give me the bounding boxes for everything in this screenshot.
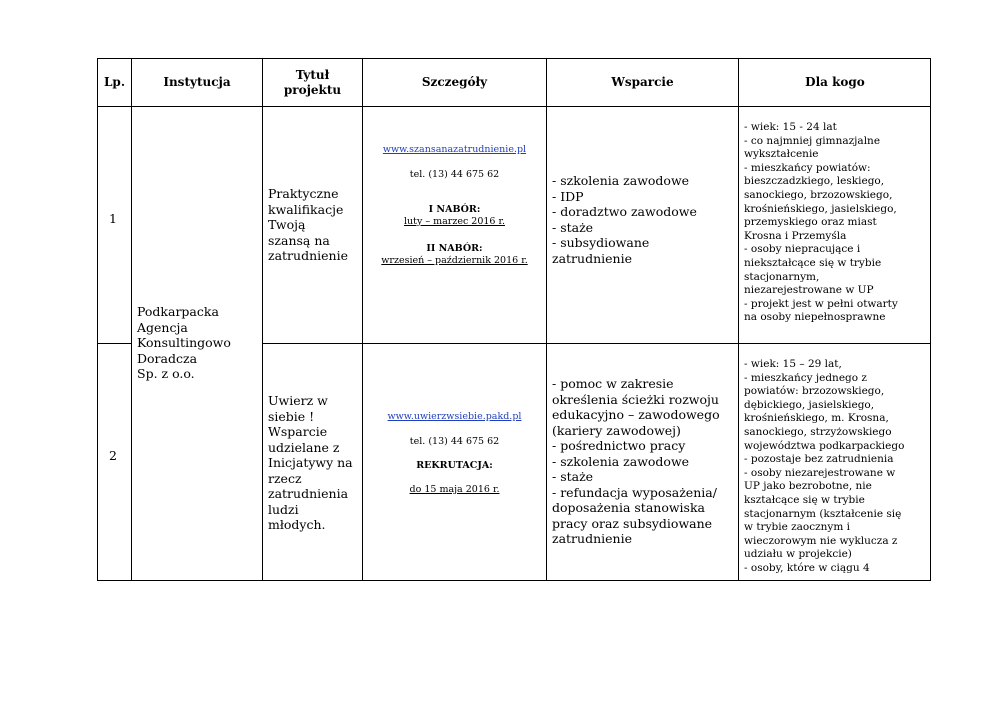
target-line: sanockiego, brzozowskiego, [744,188,893,201]
nabor-2-label: II NABÓR: [426,243,483,254]
support-line: (kariery zawodowej) [552,422,681,438]
target-line: wieczorowym nie wyklucza z [744,534,898,547]
title-line: Twoją [268,217,306,232]
target-line: - pozostaje bez zatrudnienia [744,453,894,466]
row-2-title [268,393,360,533]
nabor-1-date: luty – marzec 2016 r. [403,216,506,227]
row-divider [97,343,132,344]
target-line: UP jako bezrobotne, nie [744,480,872,493]
target-line: - osoby, które w ciągu 4 [744,561,870,574]
title-line: zatrudnienie [268,248,348,263]
rekrutacja-date: do 15 maja 2016 r. [409,484,500,495]
institution-line: Podkarpacka [137,304,219,319]
target-line: województwa podkarpackiego [744,439,905,452]
title-line: Uwierz w [268,393,328,408]
target-line: - projekt jest w pełni otwarty [744,297,898,310]
support-line: - staże [552,469,594,484]
support-line: - staże [552,219,594,235]
row-1-target [744,121,930,325]
institution-line: Konsultingowo [137,335,231,350]
support-line: - szkolenia zawodowe [552,173,690,188]
target-line: krośnieńskiego, jasielskiego, [744,202,897,215]
target-line: - mieszkańcy powiatów: [744,161,871,174]
support-line: zatrudnienie [552,250,632,266]
target-line: powiatów: brzozowskiego, [744,385,885,398]
row-1-details [363,144,546,267]
header-wsparcie [547,59,738,106]
row-1-title [268,186,360,264]
website-link[interactable]: www.uwierzwsiebie.pakd.pl [387,411,522,422]
support-line: - refundacja wyposażenia/ [552,484,717,500]
title-line: rzecz [268,470,302,486]
header-szczegoly-text: Szczegóły [421,75,488,89]
title-line: młodych. [268,517,326,532]
target-line: w trybie zaocznym i [744,521,850,534]
support-line: - doradztwo zawodowe [552,204,697,219]
target-line: kształcące się w trybie [744,493,865,506]
target-line: stacjonarnym, [744,270,820,283]
row-2-support [552,376,736,547]
header-lp [98,59,131,106]
support-line: doposażenia stanowiska [552,500,705,515]
header-szczegoly [363,59,546,106]
title-line: Praktyczne [268,186,339,201]
row-1-lp: 1 [109,211,117,226]
support-line: określenia ścieżki rozwoju [552,391,719,407]
header-instytucja [132,59,262,106]
header-tytul [263,59,362,106]
target-line: - wiek: 15 - 24 lat [744,121,837,133]
target-line: dębickiego, jasielskiego, [744,398,875,411]
title-line: udzielane z [268,439,340,455]
institution-line: Agencja [137,319,188,335]
target-line: niekształcące się w trybie [744,256,882,269]
title-line: ludzi [268,501,299,517]
row-2-details [363,411,546,496]
target-line: na osoby niepełnosprawne [744,311,886,324]
target-line: - osoby niepracujące i [744,243,861,256]
website-link[interactable]: www.szansanazatrudnienie.pl [382,144,527,155]
col-divider [738,58,739,581]
institution-name [137,304,259,382]
phone-number: tel. (13) 44 675 62 [409,436,500,447]
header-lp-text: Lp. [103,75,125,89]
target-line: - co najmniej gimnazjalne [744,134,881,147]
support-line: - pośrednictwo pracy [552,438,686,453]
phone-number: tel. (13) 44 675 62 [409,169,500,180]
header-tytul-text: Tytuł projektu [283,67,342,97]
target-line: bieszczadzkiego, leskiego, [744,175,885,188]
title-line: Inicjatywy na [268,455,353,470]
support-line: pracy oraz subsydiowane [552,515,713,531]
target-line: - wiek: 15 – 29 lat, [744,358,842,370]
institution-line: Doradcza [137,350,198,366]
header-instytucja-text: Instytucja [163,75,231,89]
col-divider [262,58,263,581]
rekrutacja-label: REKRUTACJA: [416,460,493,471]
title-line: Wsparcie [268,424,328,439]
header-dla-kogo-text: Dla kogo [805,75,865,89]
support-line: - pomoc w zakresie [552,376,674,391]
target-line: stacjonarnym (kształcenie się [744,507,902,520]
support-line: - IDP [552,188,584,204]
target-line: Krosna i Przemyśla [744,229,847,242]
header-wsparcie-text: Wsparcie [611,75,674,89]
target-line: wykształcenie [744,148,819,161]
target-line: - mieszkańcy jednego z [744,371,867,384]
col-divider [131,58,132,581]
support-line: edukacyjno – zawodowego [552,407,720,422]
nabor-2-date: wrzesień – październik 2016 r. [381,255,528,266]
target-line: krośnieńskiego, m. Krosna, [744,412,889,425]
target-line: udziału w projekcie) [744,548,852,561]
row-1-support [552,173,736,266]
col-divider [362,58,363,581]
target-line: sanockiego, strzyżowskiego [744,425,892,438]
col-divider [546,58,547,581]
row-2-target [744,358,930,576]
institution-line: Sp. z o.o. [137,366,195,381]
title-line: kwalifikacje [268,201,344,217]
target-line: przemyskiego oraz miast [744,216,877,229]
title-line: siebie ! [268,408,315,424]
title-line: szansą na [268,232,330,248]
target-line: niezarejestrowane w UP [744,284,874,297]
support-line: - subsydiowane [552,235,650,250]
support-line: - szkolenia zawodowe [552,453,690,469]
nabor-1-label: I NABÓR: [428,204,481,215]
header-divider [97,106,931,107]
header-dla-kogo [739,59,931,106]
title-line: zatrudnienia [268,486,349,501]
row-divider [262,343,931,344]
row-2-lp: 2 [109,448,117,463]
support-line: zatrudnienie [552,531,632,546]
target-line: - osoby niezarejestrowane w [744,466,896,479]
